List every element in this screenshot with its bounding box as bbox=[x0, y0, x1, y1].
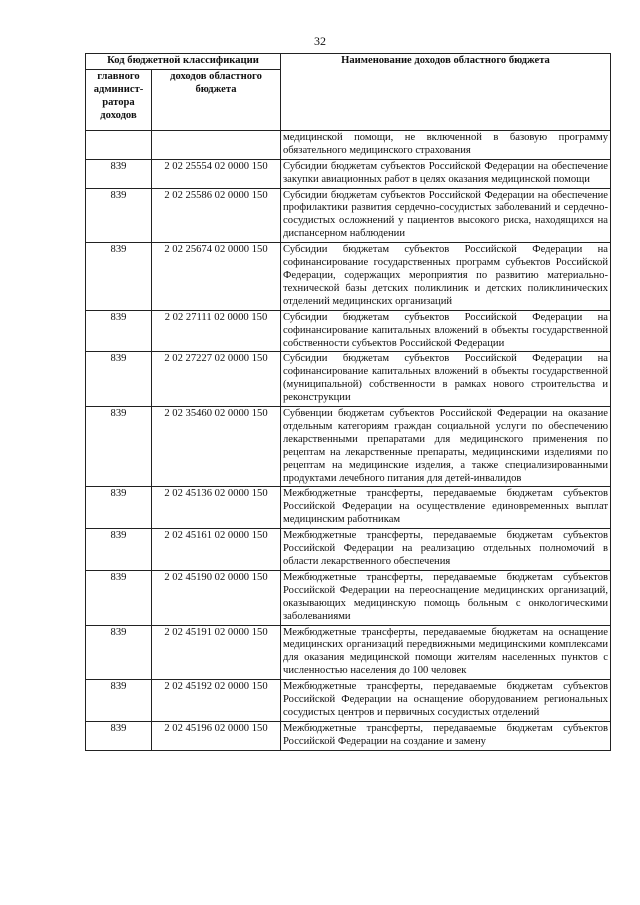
revenue-name-cell: медицинской помощи, не включенной в базовую программу обязательного медицинского страхования bbox=[281, 130, 611, 159]
revenue-name-cell: Субсидии бюджетам субъектов Российской Федерации на софинансирование капитальных вложений в объекты государственной (муниципальной) собственности в рамках нового строительства и реконструкции bbox=[281, 352, 611, 407]
admin-code-cell: 839 bbox=[86, 407, 152, 487]
revenue-name-cell: Субсидии бюджетам субъектов Российской Федерации на обеспечение закупки авиационных работ в целях оказания медицинской помощи bbox=[281, 159, 611, 188]
revenue-name-cell: Межбюджетные трансферты, передаваемые бюджетам субъектов Российской Федерации на реализацию отдельных полномочий в области лекарственного обеспечения bbox=[281, 529, 611, 571]
revenue-code-cell: 2 02 27227 02 0000 150 bbox=[152, 352, 281, 407]
admin-code-cell: 839 bbox=[86, 352, 152, 407]
admin-code-cell: 839 bbox=[86, 310, 152, 352]
revenue-code-cell: 2 02 25674 02 0000 150 bbox=[152, 243, 281, 311]
revenue-name-cell: Межбюджетные трансферты, передаваемые бюджетам субъектов Российской Федерации на оснащение оборудованием региональных сосудистых центров и первичных сосудистых отделений bbox=[281, 680, 611, 722]
revenue-code-cell bbox=[152, 130, 281, 159]
admin-code-cell: 839 bbox=[86, 159, 152, 188]
revenue-code-cell: 2 02 45136 02 0000 150 bbox=[152, 487, 281, 529]
table-row bbox=[86, 487, 611, 529]
admin-code-cell: 839 bbox=[86, 487, 152, 529]
table-row bbox=[86, 529, 611, 571]
table-body bbox=[86, 130, 611, 750]
revenue-code-cell: 2 02 45192 02 0000 150 bbox=[152, 680, 281, 722]
revenue-code-cell: 2 02 27111 02 0000 150 bbox=[152, 310, 281, 352]
header-revenue-code: доходов областного бюджета bbox=[152, 69, 281, 130]
revenue-name-cell: Межбюджетные трансферты, передаваемые бюджетам субъектов Российской Федерации на осуществление единовременных выплат медицинским работникам bbox=[281, 487, 611, 529]
table-row bbox=[86, 243, 611, 311]
revenue-code-cell: 2 02 25586 02 0000 150 bbox=[152, 188, 281, 243]
revenue-code-cell: 2 02 45161 02 0000 150 bbox=[152, 529, 281, 571]
revenue-name-cell: Субвенции бюджетам субъектов Российской Федерации на оказание отдельным категориям граждан социальной услуги по обеспечению лекарственными препаратами для медицинского применения по рецептам на лекарственные препараты, медицинскими изделиями по рецептам на медицинские изделия, а также специализированными продуктами лечебного питания для детей-инвалидов bbox=[281, 407, 611, 487]
admin-code-cell bbox=[86, 130, 152, 159]
revenue-code-cell: 2 02 45190 02 0000 150 bbox=[152, 570, 281, 625]
table-row bbox=[86, 130, 611, 159]
table-row bbox=[86, 570, 611, 625]
header-administrator: главного админист-ратора доходов bbox=[86, 69, 152, 130]
revenue-name-cell: Субсидии бюджетам субъектов Российской Федерации на обеспечение профилактики развития сердечно-сосудистых заболеваний и сердечно-сосудистых осложнений у пациентов высокого риска, находящихся на диспансерном наблюдении bbox=[281, 188, 611, 243]
table-row bbox=[86, 310, 611, 352]
admin-code-cell: 839 bbox=[86, 570, 152, 625]
revenue-name-cell: Межбюджетные трансферты, передаваемые бюджетам субъектов Российской Федерации на переоснащение медицинских организаций, оказывающих медицинскую помощь больным с онкологическими заболеваниями bbox=[281, 570, 611, 625]
header-name: Наименование доходов областного бюджета bbox=[281, 54, 611, 131]
table-row bbox=[86, 721, 611, 750]
revenue-code-cell: 2 02 25554 02 0000 150 bbox=[152, 159, 281, 188]
revenue-code-cell: 2 02 35460 02 0000 150 bbox=[152, 407, 281, 487]
revenue-classification-table bbox=[85, 53, 611, 751]
table-row bbox=[86, 680, 611, 722]
table-row bbox=[86, 625, 611, 680]
page-number: 32 bbox=[314, 34, 326, 48]
admin-code-cell: 839 bbox=[86, 680, 152, 722]
revenue-name-cell: Межбюджетные трансферты, передаваемые бюджетам субъектов Российской Федерации на создание и замену bbox=[281, 721, 611, 750]
admin-code-cell: 839 bbox=[86, 243, 152, 311]
table-row bbox=[86, 407, 611, 487]
admin-code-cell: 839 bbox=[86, 529, 152, 571]
admin-code-cell: 839 bbox=[86, 625, 152, 680]
revenue-name-cell: Межбюджетные трансферты, передаваемые бюджетам на оснащение медицинских организаций передвижными медицинскими комплексами для оказания медицинской помощи жителям населенных пунктов с численностью населения до 100 человек bbox=[281, 625, 611, 680]
table-row bbox=[86, 159, 611, 188]
revenue-code-cell: 2 02 45191 02 0000 150 bbox=[152, 625, 281, 680]
header-classification: Код бюджетной классификации bbox=[86, 54, 281, 70]
table-row bbox=[86, 188, 611, 243]
revenue-code-cell: 2 02 45196 02 0000 150 bbox=[152, 721, 281, 750]
revenue-name-cell: Субсидии бюджетам субъектов Российской Федерации на софинансирование государственных программ субъектов Российской Федерации, содержащих мероприятия по развитию материально-технической базы детских поликлиник и детских поликлинических отделений медицинских организаций bbox=[281, 243, 611, 311]
admin-code-cell: 839 bbox=[86, 721, 152, 750]
revenue-name-cell: Субсидии бюджетам субъектов Российской Федерации на софинансирование капитальных вложений в объекты государственной собственности субъектов Российской Федерации bbox=[281, 310, 611, 352]
table-row bbox=[86, 352, 611, 407]
admin-code-cell: 839 bbox=[86, 188, 152, 243]
